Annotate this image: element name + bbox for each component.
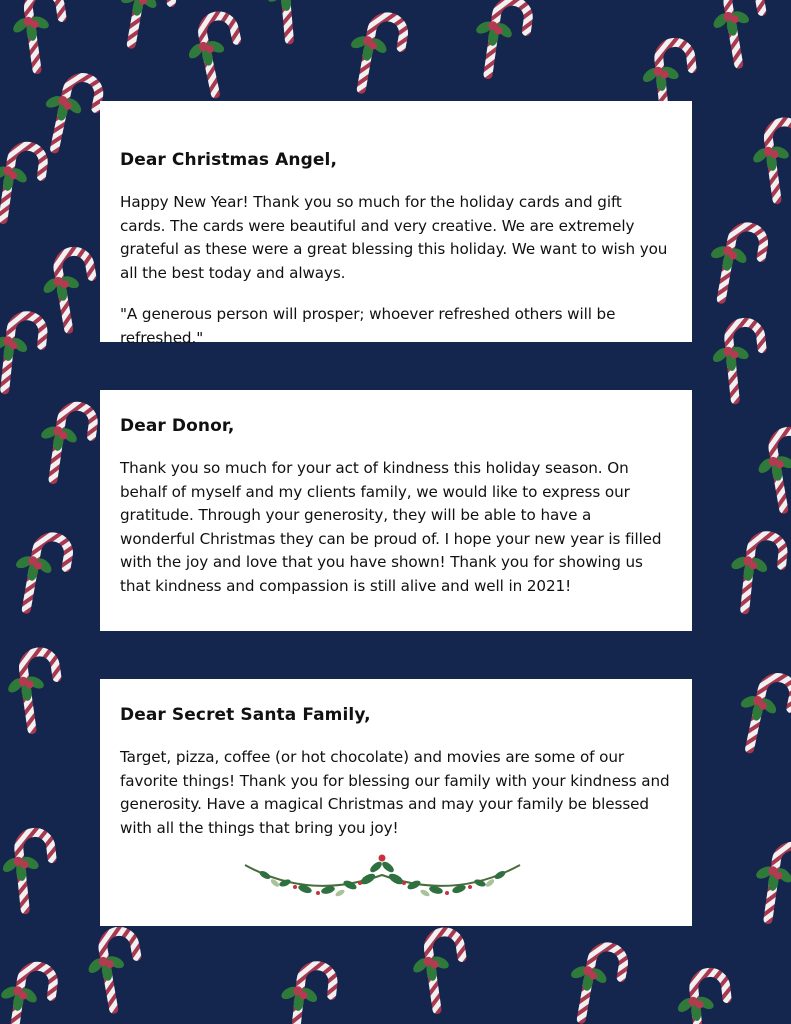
letter-card [100,390,692,631]
candy-cane-icon [275,962,335,1024]
candy-cane-icon [0,141,45,224]
candy-cane-icon [0,961,55,1024]
candy-cane-icon [561,941,626,1024]
candy-cane-icon [468,0,530,79]
letter-paragraph: Happy New Year! Thank you so much for the holiday cards and gift cards. The cards were beautiful and very creative. We are extremely grateful as these were a great blessing this holiday. We want to wish you all the best today and always. [120,193,668,282]
letter-frame-christmas-angel [80,80,712,368]
letter-card [100,679,692,926]
candy-cane-icon [746,120,791,203]
candy-cane-icon [707,321,767,402]
letter-frame-donor [80,369,712,655]
letter-greeting: Dear Secret Santa Family, [120,705,371,725]
candy-cane-icon [111,0,176,50]
candy-cane-icon [706,0,771,68]
candy-cane-icon [725,532,785,613]
candy-cane-icon [6,531,71,615]
candy-cane-icon [1,650,63,733]
letter-paragraph: Thank you so much for your act of kindness this holiday season. On behalf of myself and my clients family, we would like to express our gratitude. Through your generosity, they will be able to have a wonderful Christmas they can be proud of. I hope your new year is filled with the joy and love that you have shown! Thank you for showing us that kindness and compassion is still alive and well in 2021! [120,459,662,595]
holly-garland-icon [240,853,525,913]
candy-cane-icon [748,841,791,924]
letter-paragraph: Target, pizza, coffee (or hot chocolate) and movies are some of our favorite things! Thank you for blessing our family with your kindness and generosity. Have a magical Christmas and may your family be blessed with all the things that bring you joy! [120,748,670,837]
letter-quote: "A generous person will prosper; whoever refreshed others will be refreshed." [120,305,616,347]
letter-greeting: Dear Donor, [120,416,235,436]
candy-cane-icon [0,831,57,912]
candy-cane-icon [0,312,45,393]
candy-cane-icon [672,971,732,1024]
candy-cane-icon [263,0,322,42]
candy-cane-icon [730,670,791,755]
candy-cane-icon [751,429,791,513]
candy-cane-icon [6,0,68,72]
letter-card [100,101,692,347]
letter-greeting: Dear Christmas Angel, [120,150,338,170]
letter-frame-secret-santa [80,658,712,944]
